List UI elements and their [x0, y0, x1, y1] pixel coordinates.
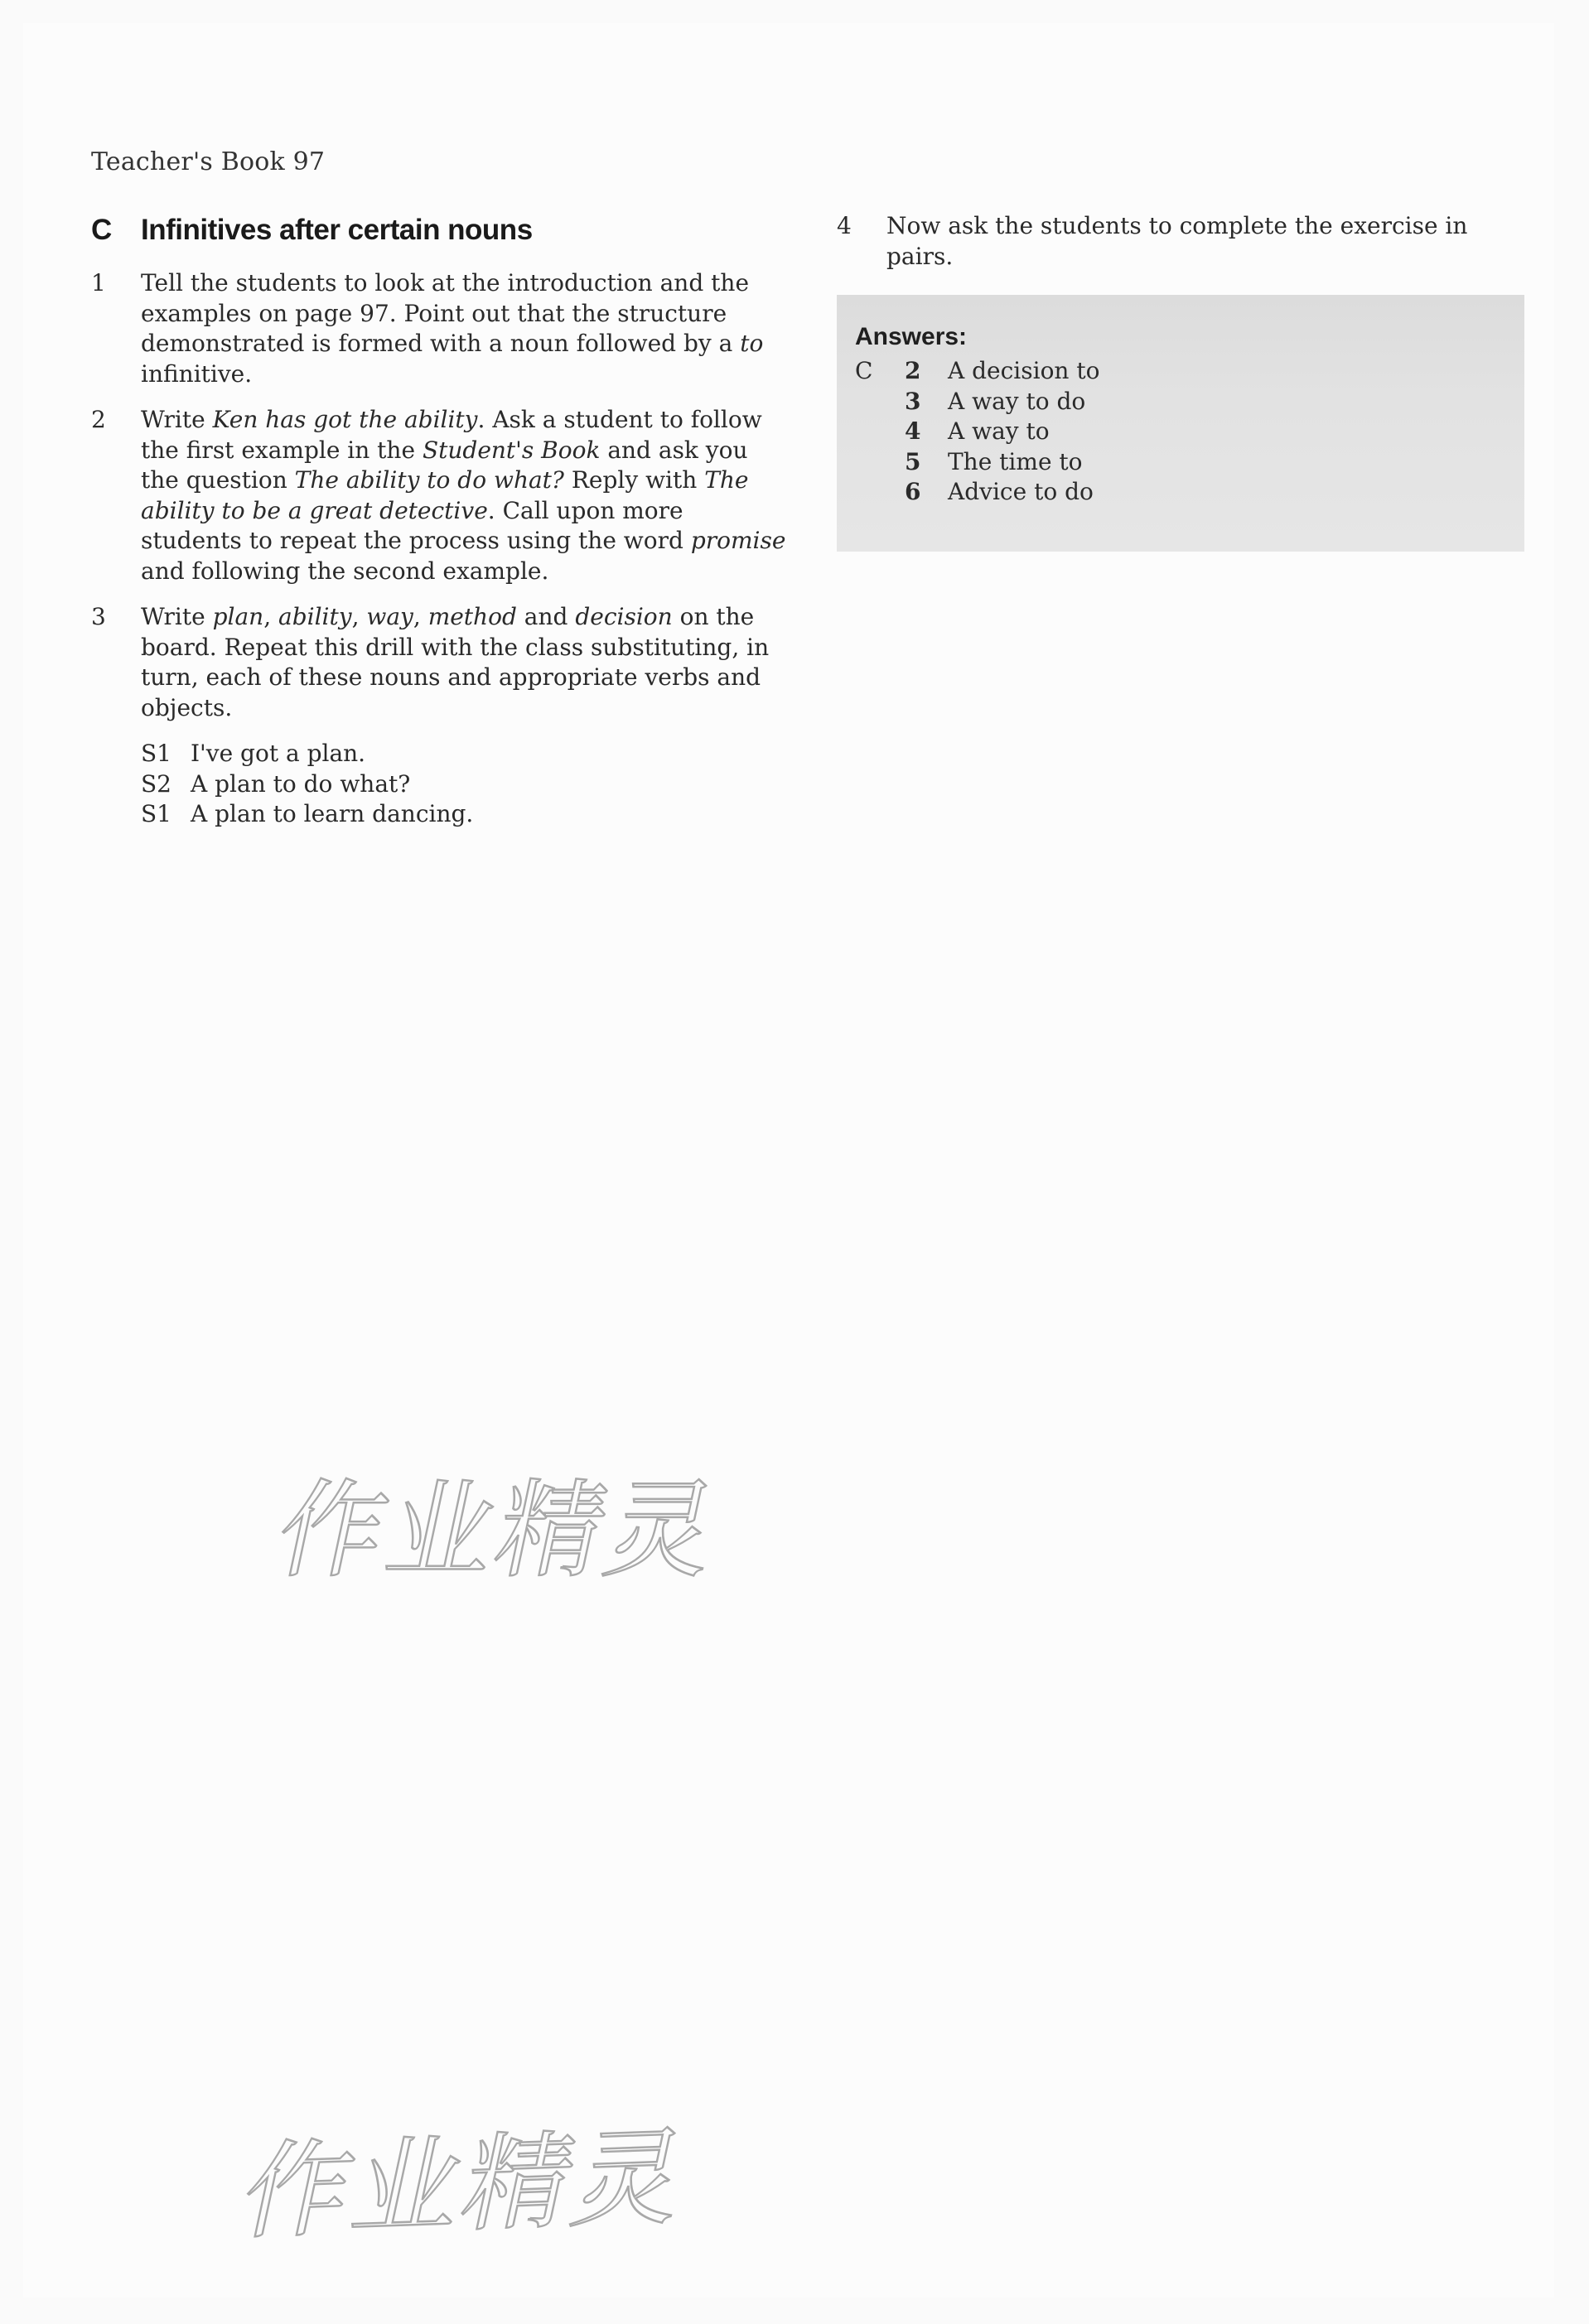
text-run: Reply with [563, 466, 705, 494]
answer-number: 2 [905, 357, 921, 384]
text-run: Write [141, 406, 213, 433]
answers-box [837, 295, 1524, 552]
dialogue-text: A plan to learn dancing. [191, 800, 474, 827]
page-header: Teacher's Book 97 [91, 147, 326, 176]
watermark-text: 作业精灵 [231, 2115, 699, 2255]
answers-title: Answers: [855, 323, 968, 350]
answer-text: A way to do [948, 387, 1086, 415]
speaker-label: S2 [141, 769, 171, 798]
text-run: and [516, 603, 576, 630]
step-number: 1 [91, 269, 106, 297]
step-number: 2 [91, 406, 106, 433]
answers-list [855, 356, 1506, 508]
step-number: 4 [837, 212, 852, 239]
text-run: infinitive. [141, 359, 253, 388]
example-dialogue [141, 739, 787, 830]
italic-term: to [740, 330, 764, 357]
answer-row [855, 356, 1506, 387]
text-run: . Call upon more students to repeat the process using the word [141, 496, 691, 554]
speaker-label: S1 [141, 800, 171, 827]
step-1 [91, 268, 787, 389]
answer-text: A way to [948, 417, 1050, 445]
answer-text: The time to [948, 447, 1083, 475]
watermark-text: 作业精灵 [266, 1469, 731, 1593]
answer-number: 4 [905, 417, 921, 445]
italic-term: The ability to be a great detective [141, 466, 749, 524]
section-title: Infinitives after certain nouns [141, 214, 533, 246]
answer-section-letter: C [855, 357, 873, 384]
italic-term: Student's Book [422, 436, 601, 464]
step-4 [837, 211, 1524, 272]
dialogue-line [141, 769, 787, 800]
text-run: Write [141, 603, 213, 630]
step-number: 3 [91, 603, 106, 630]
text-run: , [351, 603, 367, 630]
step-text [141, 405, 787, 586]
answer-number: 5 [905, 447, 921, 475]
answer-section-letter [855, 387, 905, 417]
step-3 [91, 602, 787, 723]
italic-term: ability [278, 603, 352, 630]
answer-section-letter [855, 447, 905, 478]
answer-number: 3 [905, 387, 921, 415]
step-text [141, 268, 787, 389]
section-heading [91, 214, 787, 247]
answer-row [855, 417, 1506, 447]
section-letter: C [91, 214, 112, 246]
italic-term: way [366, 603, 413, 630]
dialogue-line [141, 799, 787, 830]
italic-term: The ability to do what? [294, 466, 564, 494]
text-run: on the board. Repeat this drill with the class substituting, in turn, each of these nouns and appropriate verbs and objects. [141, 603, 770, 721]
answer-section-letter [855, 417, 905, 447]
step-2 [91, 405, 787, 586]
italic-term: method [427, 603, 517, 630]
italic-term: Ken has got the ability [212, 406, 478, 433]
answer-number: 6 [905, 478, 921, 505]
text-run: and ask you the question [141, 436, 748, 494]
answer-row [855, 447, 1506, 478]
dialogue-line [141, 739, 787, 769]
dialogue-text: A plan to do what? [191, 769, 411, 798]
watermark-logo [230, 2092, 704, 2259]
right-column [837, 211, 1524, 552]
speaker-label: S1 [141, 740, 171, 767]
italic-term: plan [212, 603, 264, 630]
text-run: . Ask a student to follow the first example in the [141, 406, 762, 464]
watermark-logo [265, 1445, 735, 1598]
italic-term: decision [575, 603, 673, 630]
answer-row [855, 387, 1506, 417]
answer-text: Advice to do [948, 478, 1094, 505]
text-run: and following the second example. [141, 557, 549, 585]
text-run: , [263, 603, 279, 630]
step-text: Now ask the students to complete the exercise in pairs. [886, 212, 1468, 270]
step-text [141, 602, 787, 723]
instruction-steps [91, 268, 787, 723]
italic-term: promise [690, 527, 786, 554]
answer-section-letter [855, 477, 905, 508]
left-column [91, 214, 787, 830]
answer-row [855, 477, 1506, 508]
dialogue-text: I've got a plan. [191, 740, 366, 767]
text-run: Tell the students to look at the introduction and the examples on page 97. Point out that the structure demonstrated is formed with a noun followed by a [141, 269, 750, 357]
answer-text: A decision to [948, 357, 1100, 384]
text-run: , [413, 603, 428, 630]
